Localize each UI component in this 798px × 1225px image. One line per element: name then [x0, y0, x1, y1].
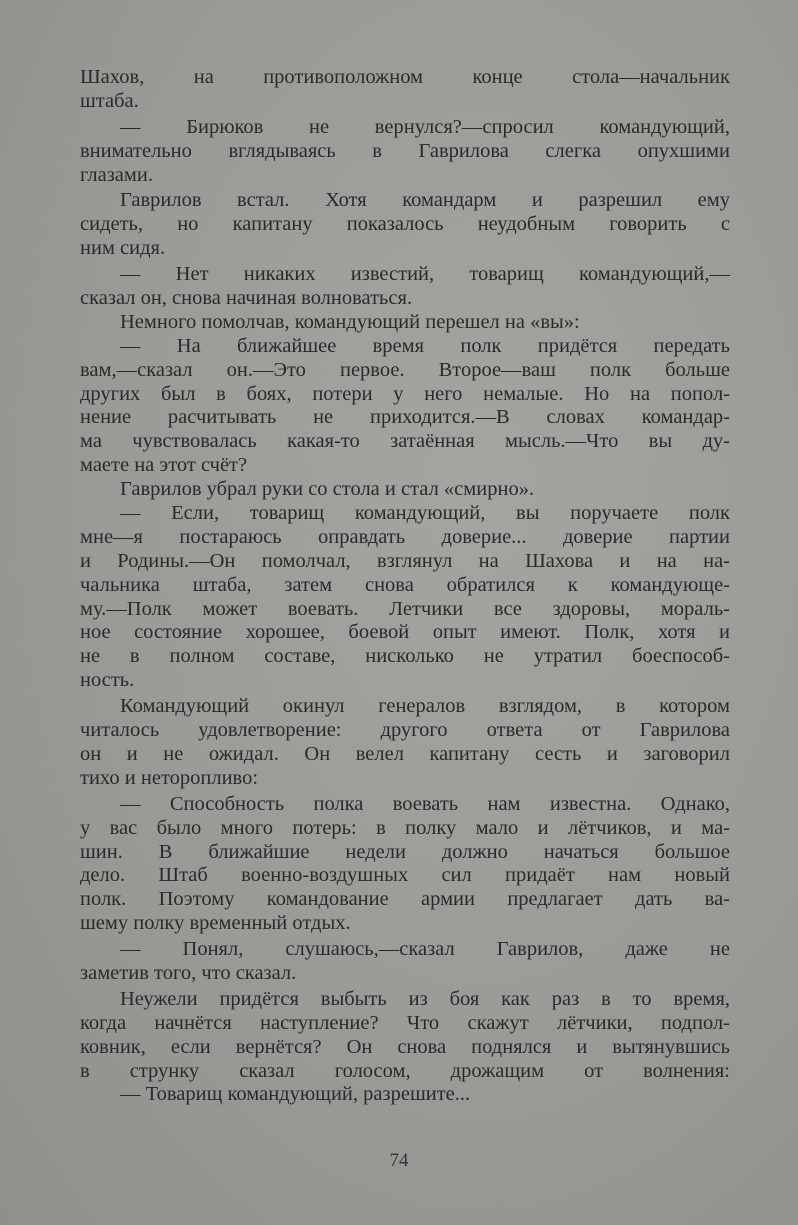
- text-line: Неужели придётся выбыть из боя как раз в то время,: [120, 987, 730, 1010]
- text-line: Гаврилов встал. Хотя командарм и разрешил ему: [120, 189, 730, 212]
- text-line: тихо и неторопливо:: [80, 766, 259, 789]
- text-line: — Товарищ командующий, разрешите...: [120, 1083, 471, 1106]
- text-line: — Нет никаких известий, товарищ командующий,—: [120, 263, 730, 286]
- text-line: Шахов, на противоположном конце стола—начальник: [80, 66, 730, 88]
- text-line: вам,—сказал он.—Это первое. Второе—ваш полк больше: [80, 358, 730, 381]
- text-line: полк. Поэтому командование армии предлагает дать ва-: [80, 888, 730, 911]
- text-line: — Понял, слушаюсь,—сказал Гаврилов, даже не: [120, 938, 730, 961]
- text-line: дело. Штаб военно-воздушных сил придаёт нам новый: [80, 864, 730, 887]
- page-number: 74: [389, 1150, 409, 1171]
- text-line: других был в боях, потери у него немалые. Но на попол-: [80, 382, 730, 405]
- text-line: ность.: [80, 669, 135, 692]
- text-line: читалось удовлетворение: другого ответа от Гаврилова: [80, 719, 730, 742]
- text-line: мне—я постараюсь оправдать доверие... доверие партии: [80, 525, 730, 548]
- text-line: — Бирюков не вернулся?—спросил командующий,: [120, 115, 730, 138]
- text-line: когда начнётся наступление? Что скажут лётчики, подпол-: [80, 1011, 730, 1034]
- text-line: — Если, товарищ командующий, вы поручаете полк: [120, 502, 730, 525]
- text-line: шему полку временный отдых.: [80, 912, 351, 935]
- text-line: и Родины.—Он помолчал, взглянул на Шахова и на на-: [80, 549, 730, 572]
- text-line: чальника штаба, затем снова обратился к командующе-: [80, 573, 730, 596]
- text-line: ковник, если вернётся? Он снова поднялся и вытянувшись: [80, 1035, 730, 1058]
- text-line: — На ближайшее время полк придётся передать: [120, 334, 730, 357]
- text-line: ное состояние хорошее, боевой опыт имеют. Полк, хотя и: [80, 621, 730, 644]
- text-line: ма чувствовалась какая-то затаённая мысль.—Что вы ду-: [80, 430, 730, 453]
- text-line: заметив того, что сказал.: [80, 961, 297, 984]
- text-line: сказал он, снова начиная волноваться.: [80, 287, 413, 310]
- text-line: глазами.: [80, 163, 153, 186]
- text-line: не в полном составе, нисколько не утратил боеспособ-: [80, 645, 730, 668]
- book-page-text: [80, 66, 730, 1107]
- text-line: внимательно вглядываясь в Гаврилова слегка опухшими: [80, 139, 730, 162]
- text-line: — Способность полка воевать нам известна. Однако,: [120, 792, 730, 815]
- text-line: он и не ожидал. Он велел капитану сесть и заговорил: [80, 742, 730, 765]
- text-line: маете на этот счёт?: [80, 454, 248, 477]
- text-line: у вас было много потерь: в полку мало и лётчиков, и ма-: [80, 816, 730, 839]
- text-line: штаба.: [80, 89, 139, 112]
- text-line: сидеть, но капитану показалось неудобным говорить с: [80, 213, 730, 236]
- text-line: му.—Полк может воевать. Летчики все здоровы, мораль-: [80, 597, 730, 620]
- text-line: в струнку сказал голосом, дрожащим от волнения:: [80, 1059, 730, 1082]
- text-line: шин. В ближайшие недели должно начаться большое: [80, 840, 730, 863]
- text-line: Немного помолчав, командующий перешел на «вы»:: [120, 310, 580, 333]
- text-line: Гаврилов убрал руки со стола и стал «смирно».: [120, 478, 535, 501]
- text-line: ним сидя.: [80, 237, 166, 260]
- text-line: нение расчитывать не приходится.—В словах командар-: [80, 406, 730, 429]
- text-line: Командующий окинул генералов взглядом, в котором: [120, 695, 730, 718]
